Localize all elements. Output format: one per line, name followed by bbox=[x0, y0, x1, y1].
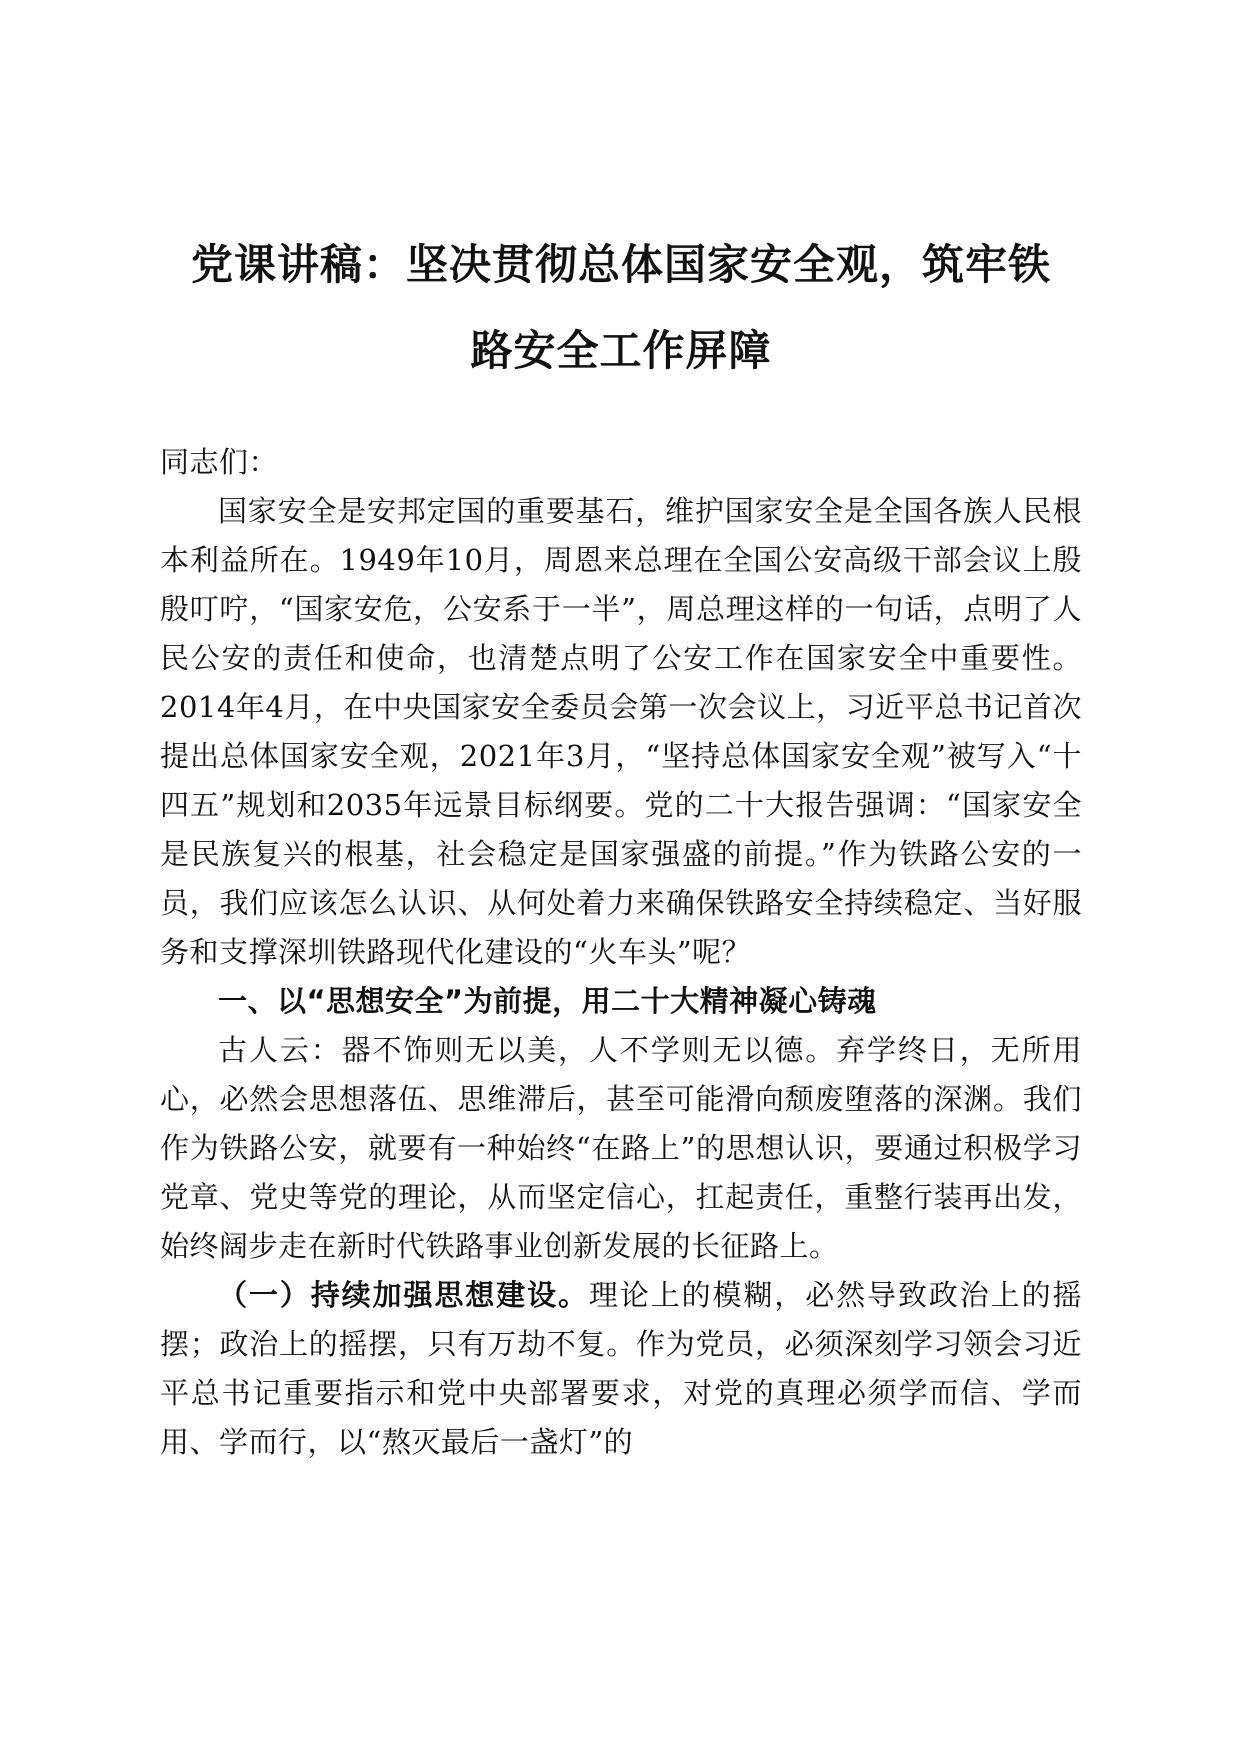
subheading-1: （一）持续加强思想建设。 bbox=[218, 1278, 589, 1312]
section-heading-1: 一、以“思想安全”为前提，用二十大精神凝心铸魂 bbox=[218, 984, 877, 1018]
document-page bbox=[160, 222, 1082, 1467]
paragraph-2: 古人云：器不饰则无以美，人不学则无以德。弃学终日，无所用心，必然会思想落伍、思维滞后，甚至可能滑向颓废堕落的深渊。我们作为铁路公安，就要有一种始终“在路上”的思想认识，要通过积极学习党章、党史等党的理论，从而坚定信心，扛起责任，重整行装再出发，始终阔步走在新时代铁路事业创新发展的长征路上。 bbox=[160, 1033, 1082, 1263]
document-body bbox=[160, 438, 1082, 1467]
document-title bbox=[160, 222, 1082, 394]
paragraph-3-text: 理论上的模糊，必然导致政治上的摇摆；政治上的摇摆，只有万劫不复。作为党员，必须深刻学习领会习近平总书记重要指示和党中央部署要求，对党的真理必须学而信、学而用、学而行，以“熬灭最后一盏灯”的 bbox=[160, 1278, 1082, 1459]
title-line-2: 路安全工作屏障 bbox=[470, 326, 772, 375]
greeting: 同志们： bbox=[160, 445, 279, 479]
paragraph-1: 国家安全是安邦定国的重要基石，维护国家安全是全国各族人民根本利益所在。1949年10月，周恩来总理在全国公安高级干部会议上殷殷叮咛，“国家安危，公安系于一半”，周总理这样的一句话，点明了人民公安的责任和使命，也清楚点明了公安工作在国家安全中重要性。2014年4月，在中央国家安全委员会第一次会议上，习近平总书记首次提出总体国家安全观，2021年3月，“坚持总体国家安全观”被写入“十四五”规划和2035年远景目标纲要。党的二十大报告强调：“国家安全是民族复兴的根基，社会稳定是国家强盛的前提。”作为铁路公安的一员，我们应该怎么认识、从何处着力来确保铁路安全持续稳定、当好服务和支撑深圳铁路现代化建设的“火车头”呢？ bbox=[160, 494, 1082, 969]
title-line-1: 党课讲稿：坚决贯彻总体国家安全观，筑牢铁 bbox=[190, 240, 1051, 289]
paragraph-3 bbox=[160, 1271, 1082, 1467]
